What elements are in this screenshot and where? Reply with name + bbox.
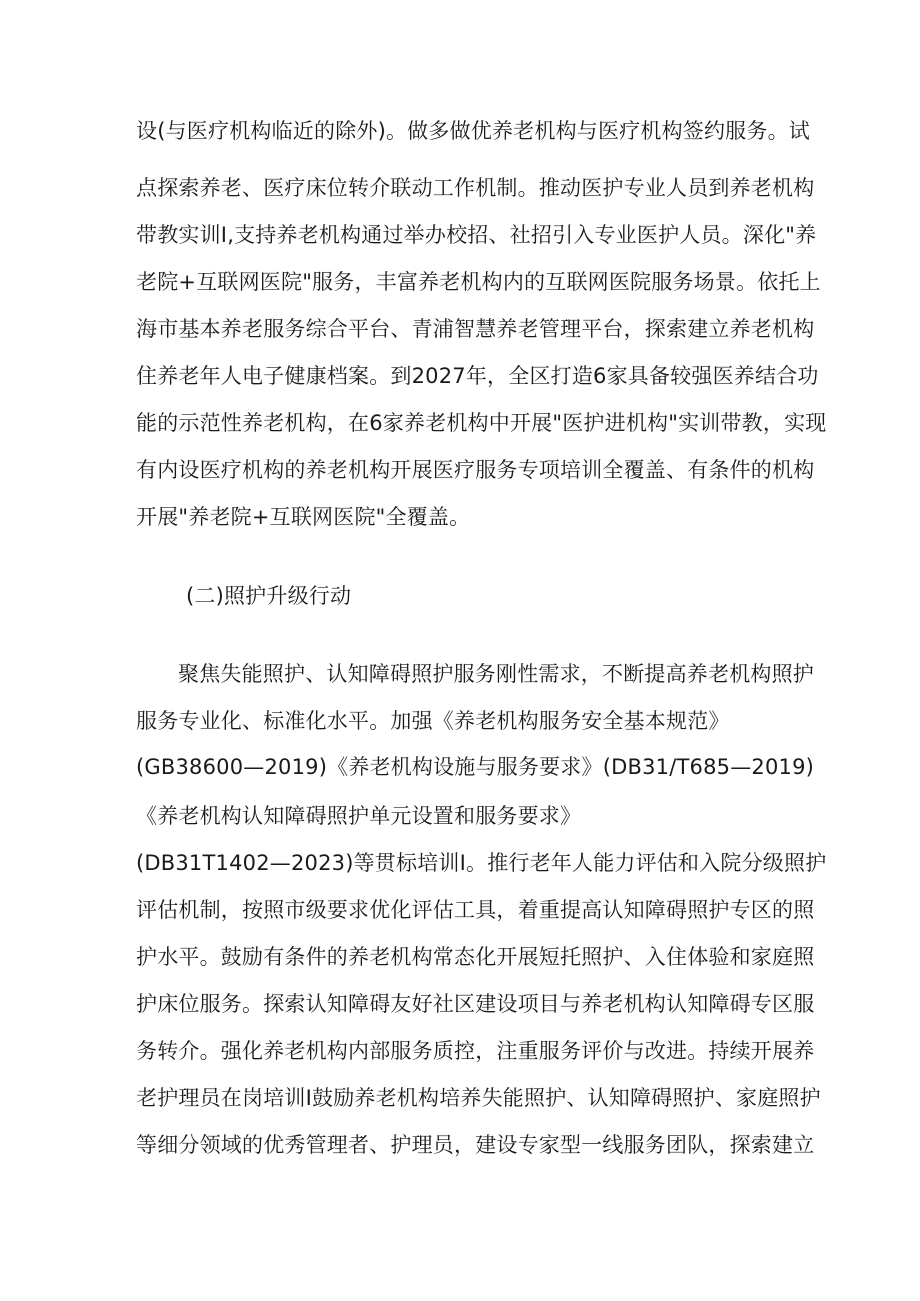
- text-line: 《养老机构认知障碍照护单元设置和服务要求》: [136, 804, 582, 828]
- text-line: 等细分领域的优秀管理者、护理员，建设专家型一线服务团队，探索建立: [136, 1133, 815, 1157]
- text-line: 带教实训I,支持养老机构通过举办校招、社招引入专业医护人员。深化"养: [136, 223, 817, 247]
- text-line: 老护理员在岗培训I鼓励养老机构培养失能照护、认知障碍照护、家庭照护: [136, 1086, 821, 1110]
- section-heading: (二)照护升级行动: [186, 584, 352, 608]
- text-line: (GB38600—2019)《养老机构设施与服务要求》(DB31/T685—2019): [136, 755, 815, 779]
- text-line: 有内设医疗机构的养老机构开展医疗服务专项培训全覆盖、有条件的机构: [136, 458, 815, 482]
- text-line: 住养老年人电子健康档案。到2027年，全区打造6家具备较强医养结合功: [136, 364, 819, 388]
- text-line: 护水平。鼓励有条件的养老机构常态化开展短托照护、入住体验和家庭照: [136, 945, 815, 969]
- text-line: 设(与医疗机构临近的除外)。做多做优养老机构与医疗机构签约服务。试: [136, 119, 810, 143]
- text-line: 聚焦失能照护、认知障碍照护服务刚性需求，不断提高养老机构照护: [178, 662, 814, 686]
- text-line: 评估机制，按照市级要求优化评估工具，着重提高认知障碍照护专区的照: [136, 898, 815, 922]
- text-line: 开展"养老院+互联网医院"全覆盖。: [136, 505, 471, 529]
- text-line: 服务专业化、标准化水平。加强《养老机构服务安全基本规范》: [136, 709, 730, 733]
- text-line: (DB31T1402—2023)等贯标培训I。推行老年人能力评估和入院分级照护: [136, 851, 827, 875]
- text-line: 老院+互联网医院"服务，丰富养老机构内的互联网医院服务场景。依托上: [136, 270, 821, 294]
- text-line: 护床位服务。探索认知障碍友好社区建设项目与养老机构认知障碍专区服: [136, 992, 815, 1016]
- text-line: 点探索养老、医疗床位转介联动工作机制。推动医护专业人员到养老机构: [136, 176, 815, 200]
- text-line: 能的示范性养老机构，在6家养老机构中开展"医护进机构"实训带教，实现: [136, 411, 827, 435]
- text-line: 海市基本养老服务综合平台、青浦智慧养老管理平台，探索建立养老机构: [136, 317, 815, 341]
- text-line: 务转介。强化养老机构内部服务质控，注重服务评价与改进。持续开展养: [136, 1039, 815, 1063]
